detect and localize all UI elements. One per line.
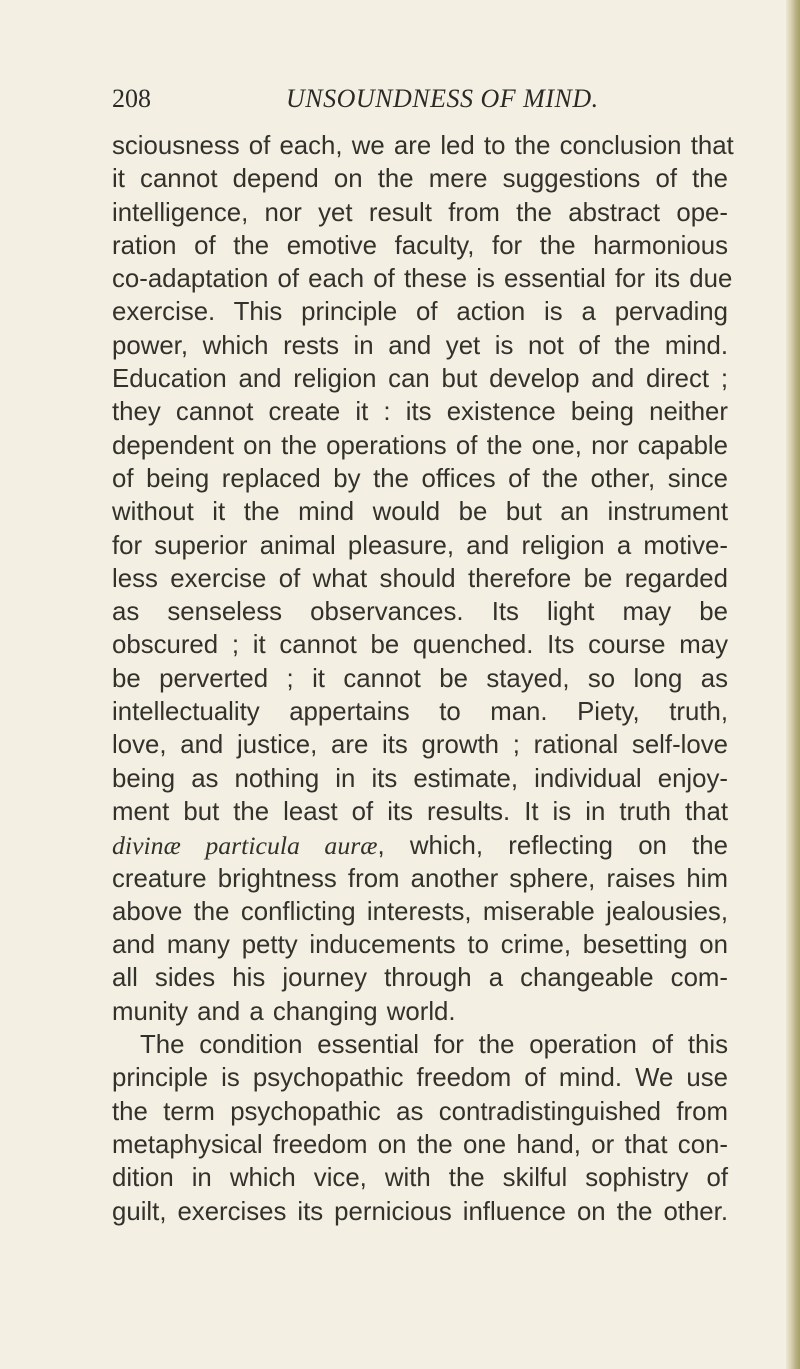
paragraph-end-line: munity and a changing world. [112, 997, 456, 1026]
text-line: it cannot depend on the mere suggestions of the [112, 165, 728, 194]
text-line: without it the mind would be but an instrument [112, 498, 728, 527]
text-line-with-latin [112, 829, 728, 862]
text-line: as senseless observances. Its light may be [112, 598, 728, 627]
text-line: power, which rests in and yet is not of the mind. [112, 331, 728, 360]
text-line: less exercise of what should therefore be regarded [112, 564, 728, 593]
text-line: exercise. This principle of action is a pervading [112, 298, 728, 327]
text-line: being as nothing in its estimate, individual enjoy- [112, 764, 728, 793]
paragraph-start-line: The condition essential for the operation of this [140, 1031, 728, 1060]
text-line: ration of the emotive faculty, for the harmonious [112, 231, 728, 260]
text-line: and many petty inducements to crime, besetting on [112, 931, 728, 960]
text-line-rest: , which, reflecting on the [377, 832, 728, 861]
running-title: UNSOUNDNESS OF MIND. [286, 84, 599, 113]
text-line: creature brightness from another sphere, raises him [112, 864, 728, 893]
text-line: principle is psychopathic freedom of mind. We use [112, 1064, 728, 1093]
text-line: above the conflicting interests, miserable jealousies, [112, 897, 728, 926]
text-line: intellectuality appertains to man. Piety, truth, [112, 698, 728, 727]
text-line: they cannot create it : its existence being neither [112, 398, 728, 427]
page-edge [786, 0, 800, 1369]
page-header [0, 82, 800, 116]
text-line: all sides his journey through a changeable com- [112, 964, 728, 993]
text-line: ment but the least of its results. It is in truth that [112, 797, 728, 826]
text-line: the term psychopathic as contradistinguished from [112, 1097, 728, 1126]
text-line: sciousness of each, we are led to the conclusion that [112, 132, 734, 160]
text-line: metaphysical freedom on the one hand, or that con- [112, 1130, 728, 1159]
text-line: co-adaptation of each of these is essential for its due [112, 265, 733, 294]
text-line: obscured ; it cannot be quenched. Its course may [112, 631, 728, 660]
text-line: guilt, exercises its pernicious influence on the other. [112, 1197, 728, 1226]
text-line: for superior animal pleasure, and religion a motive- [112, 531, 728, 560]
latin-phrase: divinæ particula auræ [112, 831, 378, 861]
page-number: 208 [112, 84, 151, 113]
text-line: dition in which vice, with the skilful sophistry of [112, 1164, 728, 1193]
text-line: intelligence, nor yet result from the abstract ope- [112, 198, 728, 227]
text-line: dependent on the operations of the one, nor capable [112, 431, 728, 460]
text-line: love, and justice, are its growth ; rational self-love [112, 731, 728, 760]
text-line: Education and religion can but develop and direct ; [112, 365, 728, 394]
text-line: be perverted ; it cannot be stayed, so long as [112, 664, 728, 693]
text-line: of being replaced by the offices of the other, since [112, 464, 728, 493]
body-text [112, 130, 734, 1229]
